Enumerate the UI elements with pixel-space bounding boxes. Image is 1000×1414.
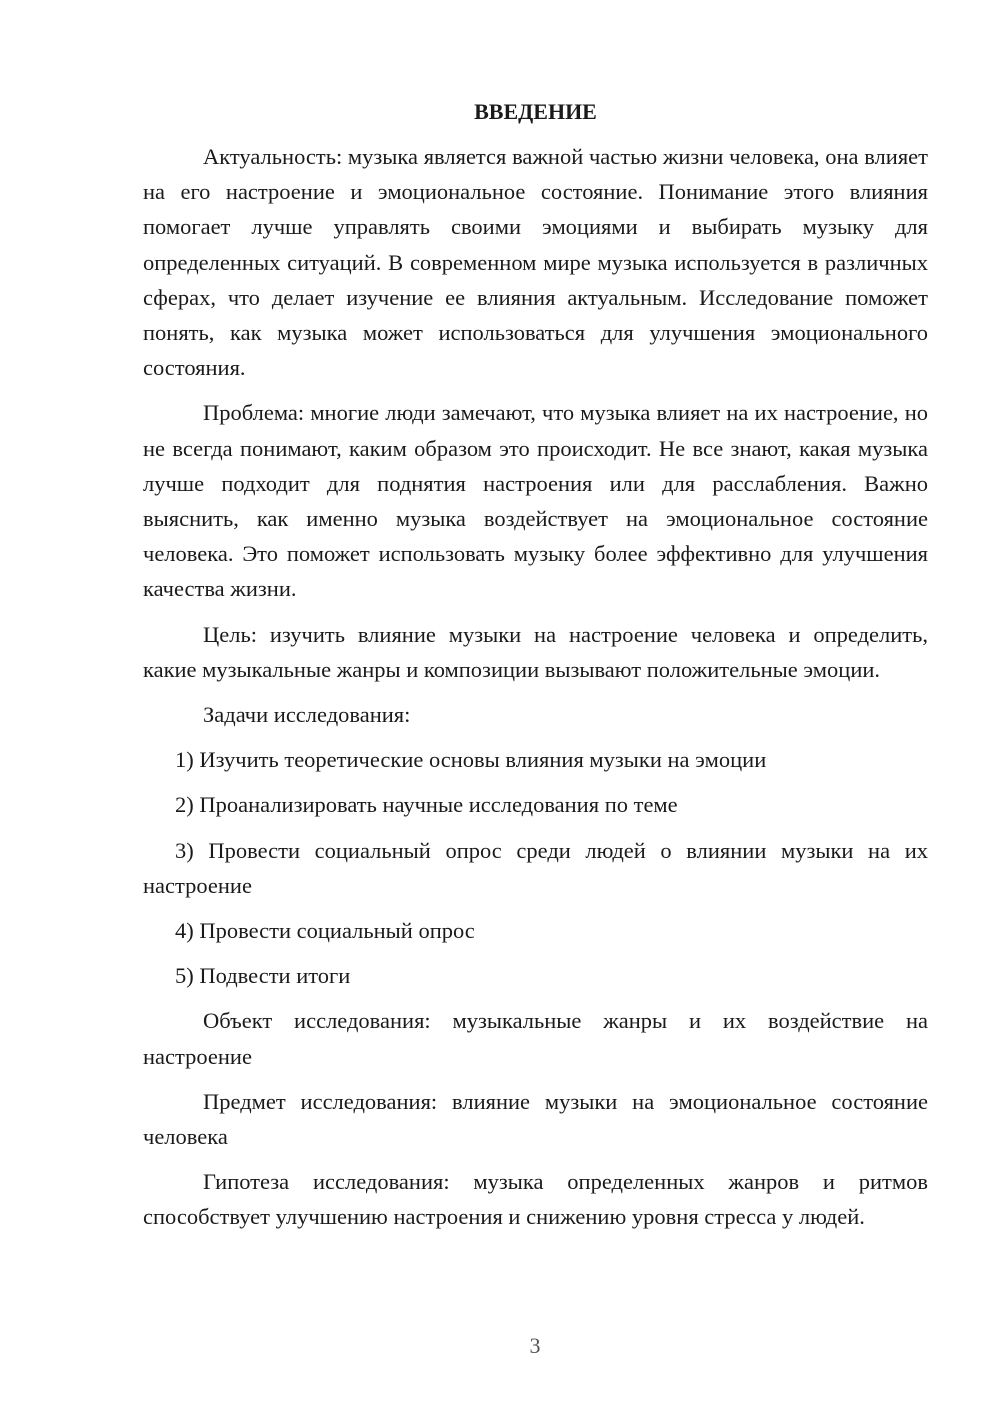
task-item-2: 2) Проанализировать научные исследования по теме <box>175 792 678 818</box>
page-content <box>143 94 928 1245</box>
section-title: ВВЕДЕНИЕ <box>474 99 597 124</box>
problem-paragraph: Проблема: многие люди замечают, что музыка влияет на их настроение, но не всегда понимают, каким образом это происходит. Не все знают, какая музыка лучше подходит для поднятия настроения или для расслабления. Важно выяснить, как именно музыка воздействует на эмоциональное состояние человека. Это поможет использовать музыку более эффективно для улучшения качества жизни. <box>143 400 928 602</box>
goal-paragraph: Цель: изучить влияние музыки на настроение человека и определить, какие музыкальные жанры и композиции вызывают положительные эмоции. <box>143 621 928 682</box>
object-paragraph: Объект исследования: музыкальные жанры и их воздействие на настроение <box>143 1008 928 1069</box>
task-item-3: 3) Провести социальный опрос среди людей о влиянии музыки на их настроение <box>143 837 928 898</box>
task-item-4: 4) Провести социальный опрос <box>175 918 475 944</box>
relevance-paragraph: Актуальность: музыка является важной частью жизни человека, она влияет на его настроение и эмоциональное состояние. Понимание этого влияния помогает лучше управлять своими эмоциями и выбирать музыку для определенных ситуаций. В современном мире музыка используется в различных сферах, что делает изучение ее влияния актуальным. Исследование поможет понять, как музыка может использоваться для улучшения эмоционального состояния. <box>143 144 928 381</box>
hypothesis-paragraph: Гипотеза исследования: музыка определенных жанров и ритмов способствует улучшению настроения и снижению уровня стресса у людей. <box>143 1169 928 1230</box>
task-item-5: 5) Подвести итоги <box>175 963 351 989</box>
page-number: 3 <box>529 1333 541 1358</box>
task-item-1: 1) Изучить теоретические основы влияния музыки на эмоции <box>175 747 767 773</box>
subject-paragraph: Предмет исследования: влияние музыки на эмоциональное состояние человека <box>143 1088 928 1150</box>
tasks-heading: Задачи исследования: <box>203 702 411 728</box>
